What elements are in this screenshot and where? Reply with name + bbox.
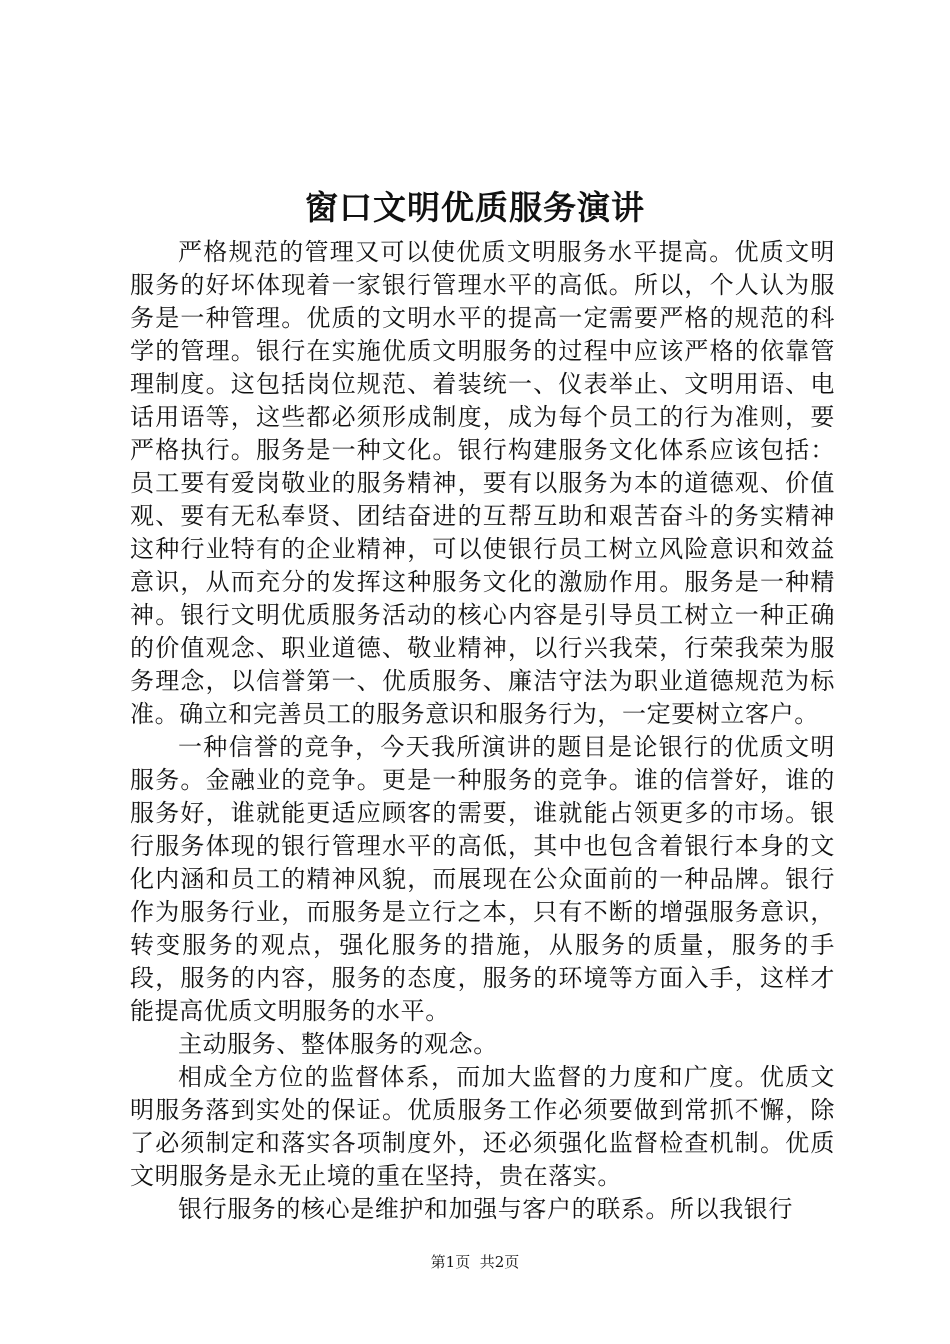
page-number: 第1页 [430, 1253, 471, 1271]
paragraph-3: 主动服务、整体服务的观念。 [178, 1030, 498, 1058]
paragraph-2: 一种信誉的竞争，今天我所演讲的题目是论银行的优质文明服务。金融业的竞争。更是一种服务的竞争。谁的信誉好，谁的服务好，谁就能更适应顾客的需要，谁就能占领更多的市场。银行服务体现的银行管理水平的高低，其中也包含着银行本身的文化内涵和员工的精神风貌，而展现在公众面前的一种品牌。银行作为服务行业，而服务是立行之本，只有不断的增强服务意识，转变服务的观点，强化服务的措施，从服务的质量，服务的手段，服务的内容，服务的态度，服务的环境等方面入手，这样才能提高优质文明服务的水平。 [130, 733, 835, 1025]
document-body [130, 236, 835, 1226]
paragraph-1: 严格规范的管理又可以使优质文明服务水平提高。优质文明服务的好坏体现着一家银行管理水平的高低。所以，个人认为服务是一种管理。优质的文明水平的提高一定需要严格的规范的科学的管理。银行在实施优质文明服务的过程中应该严格的依靠管理制度。这包括岗位规范、着装统一、仪表举止、文明用语、电话用语等，这些都必须形成制度，成为每个员工的行为准则，要严格执行。服务是一种文化。银行构建服务文化体系应该包括：员工要有爱岗敬业的服务精神，要有以服务为本的道德观、价值观、要有无私奉贤、团结奋进的互帮互助和艰苦奋斗的务实精神这种行业特有的企业精神，可以使银行员工树立风险意识和效益意识，从而充分的发挥这种服务文化的激励作用。服务是一种精神。银行文明优质服务活动的核心内容是引导员工树立一种正确的价值观念、职业道德、敬业精神，以行兴我荣，行荣我荣为服务理念，以信誉第一、优质服务、廉洁守法为职业道德规范为标准。确立和完善员工的服务意识和服务行为，一定要树立客户。 [130, 238, 835, 728]
paragraph-4: 相成全方位的监督体系，而加大监督的力度和广度。优质文明服务落到实处的保证。优质服务工作必须要做到常抓不懈，除了必须制定和落实各项制度外，还必须强化监督检查机制。优质文明服务是永无止境的重在坚持，贵在落实。 [130, 1063, 835, 1190]
paragraph-5: 银行服务的核心是维护和加强与客户的联系。所以我银行 [178, 1195, 793, 1223]
page-footer [0, 1252, 950, 1272]
footer-spacer [470, 1253, 480, 1271]
document-title: 窗口文明优质服务演讲 [305, 188, 645, 227]
page-total: 共2页 [479, 1253, 520, 1271]
